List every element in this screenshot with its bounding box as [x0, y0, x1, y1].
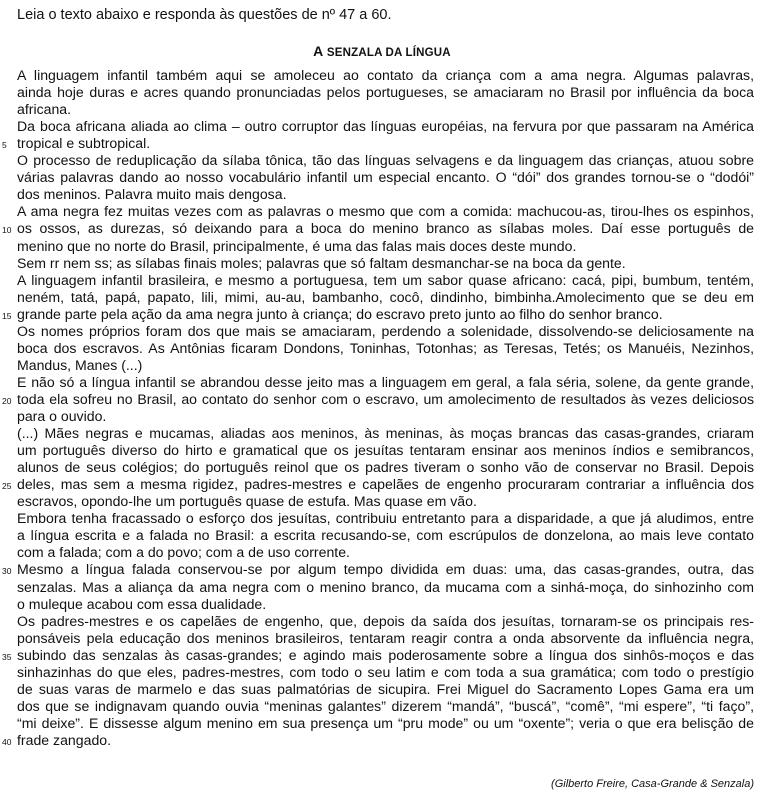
text-line: A ama negra fez muitas vezes com as palavras o mesmo que com a comida: machucou-as, tirou-lhes os espinhos,	[17, 203, 754, 220]
text-line: africana.	[17, 101, 72, 118]
citation: (Gilberto Freire, Casa-Grande & Senzala)	[551, 778, 754, 790]
line-number: 5	[2, 140, 7, 151]
text-line: Sem rr nem ss; as sílabas finais moles; palavras que só faltam desmanchar-se na boca da gente.	[17, 254, 626, 271]
text-line: a língua escrita e a falada no Brasil: a escrita recusando-se, com escrúpulos de donzelona, ao mais leve contato	[17, 527, 754, 544]
text-line: boca dos escravos. As Antônias ficaram Dondons, Toninhas, Totonhas; as Teresas, Tetés; os Manuéis, Nezinhos,	[17, 339, 754, 356]
text-line: O processo de reduplicação da sílaba tônica, tão das línguas selvagens e da linguagem das crianças, atuou sobre	[17, 152, 754, 169]
title-first-letter: A	[313, 43, 324, 59]
text-line: toda ela sofreu no Brasil, ao contato do senhor com o escravo, um amolecimento de resultados às vezes deliciosos	[17, 390, 754, 407]
text-line: Embora tenha fracassado o esforço dos jesuítas, contribuiu entretanto para a disparidade, a que já aludimos, entre	[17, 510, 754, 527]
text-line: neném, tatá, papá, papato, lili, mimi, au-au, bambanho, cocô, dindinho, bimbinha.Amolecimento que se deu em	[17, 288, 754, 305]
text-line: Os padres-mestres e os capelães de engenho, que, depois da saída dos jesuítas, tornaram-se os principais res-	[17, 612, 754, 629]
line-number: 20	[2, 395, 12, 406]
text-line: dos que se indignavam quando ouvia “meninas galantes” dizerem “mandá”, “buscá”, “comê”, “mi espere”, “ti faço”,	[17, 697, 754, 714]
text-line: (...) Mães negras e mucamas, aliadas aos meninos, às meninas, às moças brancas das casas-grandes, criaram	[17, 425, 754, 442]
instructions: Leia o texto abaixo e responda às questões de nº 47 a 60.	[17, 7, 392, 23]
line-number: 30	[2, 566, 12, 577]
text-line: sinhazinhas do que eles, padres-mestres, com todo o seu latim e com toda a sua gramática; com todo o prestígio	[17, 663, 754, 680]
line-number: 40	[2, 736, 12, 747]
text-line: ainda hoje duras e acres quando pronunciadas pelos portugueses, se amaciaram no Brasil por influência da boca	[17, 84, 754, 101]
text-line: para o ouvido.	[17, 408, 107, 424]
text-line: E não só a língua infantil se abrandou desse jeito mas a linguagem em geral, a fala séria, solene, da gente grande,	[17, 373, 754, 390]
text-line: com a falada; com a do povo; com a de uso corrente.	[17, 544, 350, 561]
text-line: tropical e subtropical.	[17, 135, 151, 152]
text-line: frade zangado.	[17, 731, 112, 748]
text-line: de suas varas de marmelo e das suas palmatórias de sicupira. Frei Miguel do Sacramento Lopes Gama era um	[17, 680, 754, 697]
text-line: Mesmo a língua falada conservou-se por algum tempo dividida em duas: uma, das casas-grandes, outra, das	[17, 561, 754, 578]
text-line: dos meninos. Palavra muito mais dengosa.	[17, 186, 287, 203]
text-line: A linguagem infantil brasileira, e mesmo a portuguesa, tem um sabor quase africano: cacá, pipi, bumbum, tentém,	[17, 271, 754, 288]
text-line: escravos, opondo-lhe um português quase de estufa. Mas quase em vão.	[17, 493, 477, 510]
text-line: senzalas. Mas a aliança da ama negra com o menino branco, da mucama com a sinhá-moça, do sinhozinho com	[17, 578, 754, 595]
text-line: A linguagem infantil também aqui se amoleceu ao contato da criança com a ama negra. Algumas palavras,	[17, 67, 754, 83]
text-line: ponsáveis pela educação dos meninos brasileiros, tentaram reagir contra a onda absorvente da influência negra,	[17, 629, 754, 646]
line-number: 15	[2, 310, 12, 321]
line-number: 10	[2, 225, 12, 236]
text-title	[0, 43, 764, 59]
text-line: Da boca africana aliada ao clima – outro corruptor das línguas européias, na fervura por que passaram na América	[17, 118, 754, 135]
text-line: grande parte pela ação da ama negra junto à criança; do escravo preto junto ao filho do senhor branco.	[17, 305, 663, 322]
line-number: 25	[2, 481, 12, 492]
text-line: menino que no norte do Brasil, principalmente, é uma das falas mais doces deste mundo.	[17, 237, 577, 254]
text-line: Os nomes próprios foram dos que mais se amaciaram, perdendo a solenidade, dissolvendo-se deliciosamente na	[17, 322, 754, 339]
line-number: 35	[2, 651, 12, 662]
text-line: subindo das senzalas às casas-grandes; e agindo mais poderosamente sobre a língua dos sinhôs-moços e das	[17, 646, 754, 663]
text-line: várias palavras dando ao nosso vocabulário infantil um especial encanto. O “dói” dos grandes tornou-se o “dodói”	[17, 169, 754, 186]
title-rest: SENZALA DA LÍNGUA	[323, 47, 451, 59]
text-line: um português diverso do hirto e gramatical que os jesuítas tentaram ensinar aos meninos índios e semibrancos,	[17, 442, 754, 459]
text-line: os ossos, as durezas, só deixando para a boca do menino branco as sílabas moles. Daí esse português de	[17, 220, 754, 237]
text-line: Mandus, Manes (...)	[17, 356, 143, 373]
text-line: o muleque acabou com essa dualidade.	[17, 595, 267, 612]
text-line: alunos de seus colégios; do português reinol que os padres tiveram o sonho vão de conservar no Brasil. Depois	[17, 459, 754, 476]
text-line: “mi deixe”. E dissesse algum menino em sua presença um “pru mode” ou um “oxente”; veria o que era belisção de	[17, 714, 754, 731]
text-line: deles, mas sem a mesma rigidez, padres-mestres e capelães de engenho procuraram contrariar a influência dos	[17, 476, 754, 493]
